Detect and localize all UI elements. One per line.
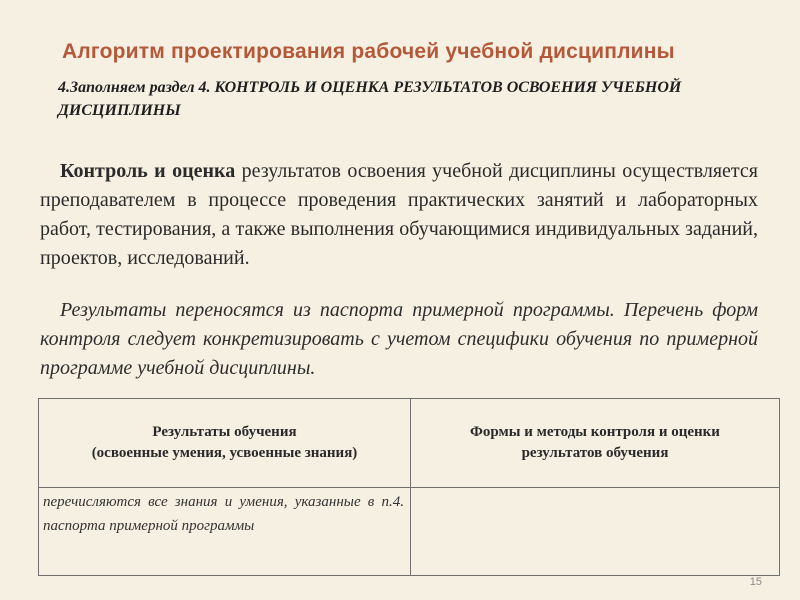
table-row — [39, 488, 780, 576]
header-learning-results-text: Результаты обучения (освоенные умения, усвоенные знания) — [91, 424, 358, 461]
paragraph-lead: Контроль и оценка — [60, 160, 236, 182]
page-number: 15 — [749, 576, 762, 588]
header-control-forms — [411, 399, 780, 488]
section-subtitle: 4.Заполняем раздел 4. КОНТРОЛЬ И ОЦЕНКА РЕЗУЛЬТАТОВ ОСВОЕНИЯ УЧЕБНОЙ ДИСЦИПЛИНЫ — [58, 79, 682, 119]
paragraph-rest: результатов освоения учебной дисциплины осуществляется преподавателем в процессе проведения практических занятий и лабораторных работ, тестирования, а также выполнения обучающимися индивидуальных заданий, проектов, исследований. — [40, 160, 758, 269]
slide-title: Алгоритм проектирования рабочей учебной дисциплины — [62, 40, 675, 63]
table-header-row — [39, 399, 780, 488]
cell-control-forms — [411, 488, 780, 576]
results-table — [38, 398, 780, 576]
cell-learning-results: перечисляются все знания и умения, указанные в п.4. паспорта примерной программы — [39, 488, 411, 576]
paragraph-results: Результаты переносятся из паспорта примерной программы. Перечень форм контроля следует конкретизировать с учетом специфики обучения по примерной программе учебной дисциплины. — [40, 299, 758, 379]
header-learning-results — [39, 399, 411, 488]
paragraph-control — [40, 157, 758, 273]
header-control-forms-text: Формы и методы контроля и оценки результатов обучения — [470, 424, 720, 461]
